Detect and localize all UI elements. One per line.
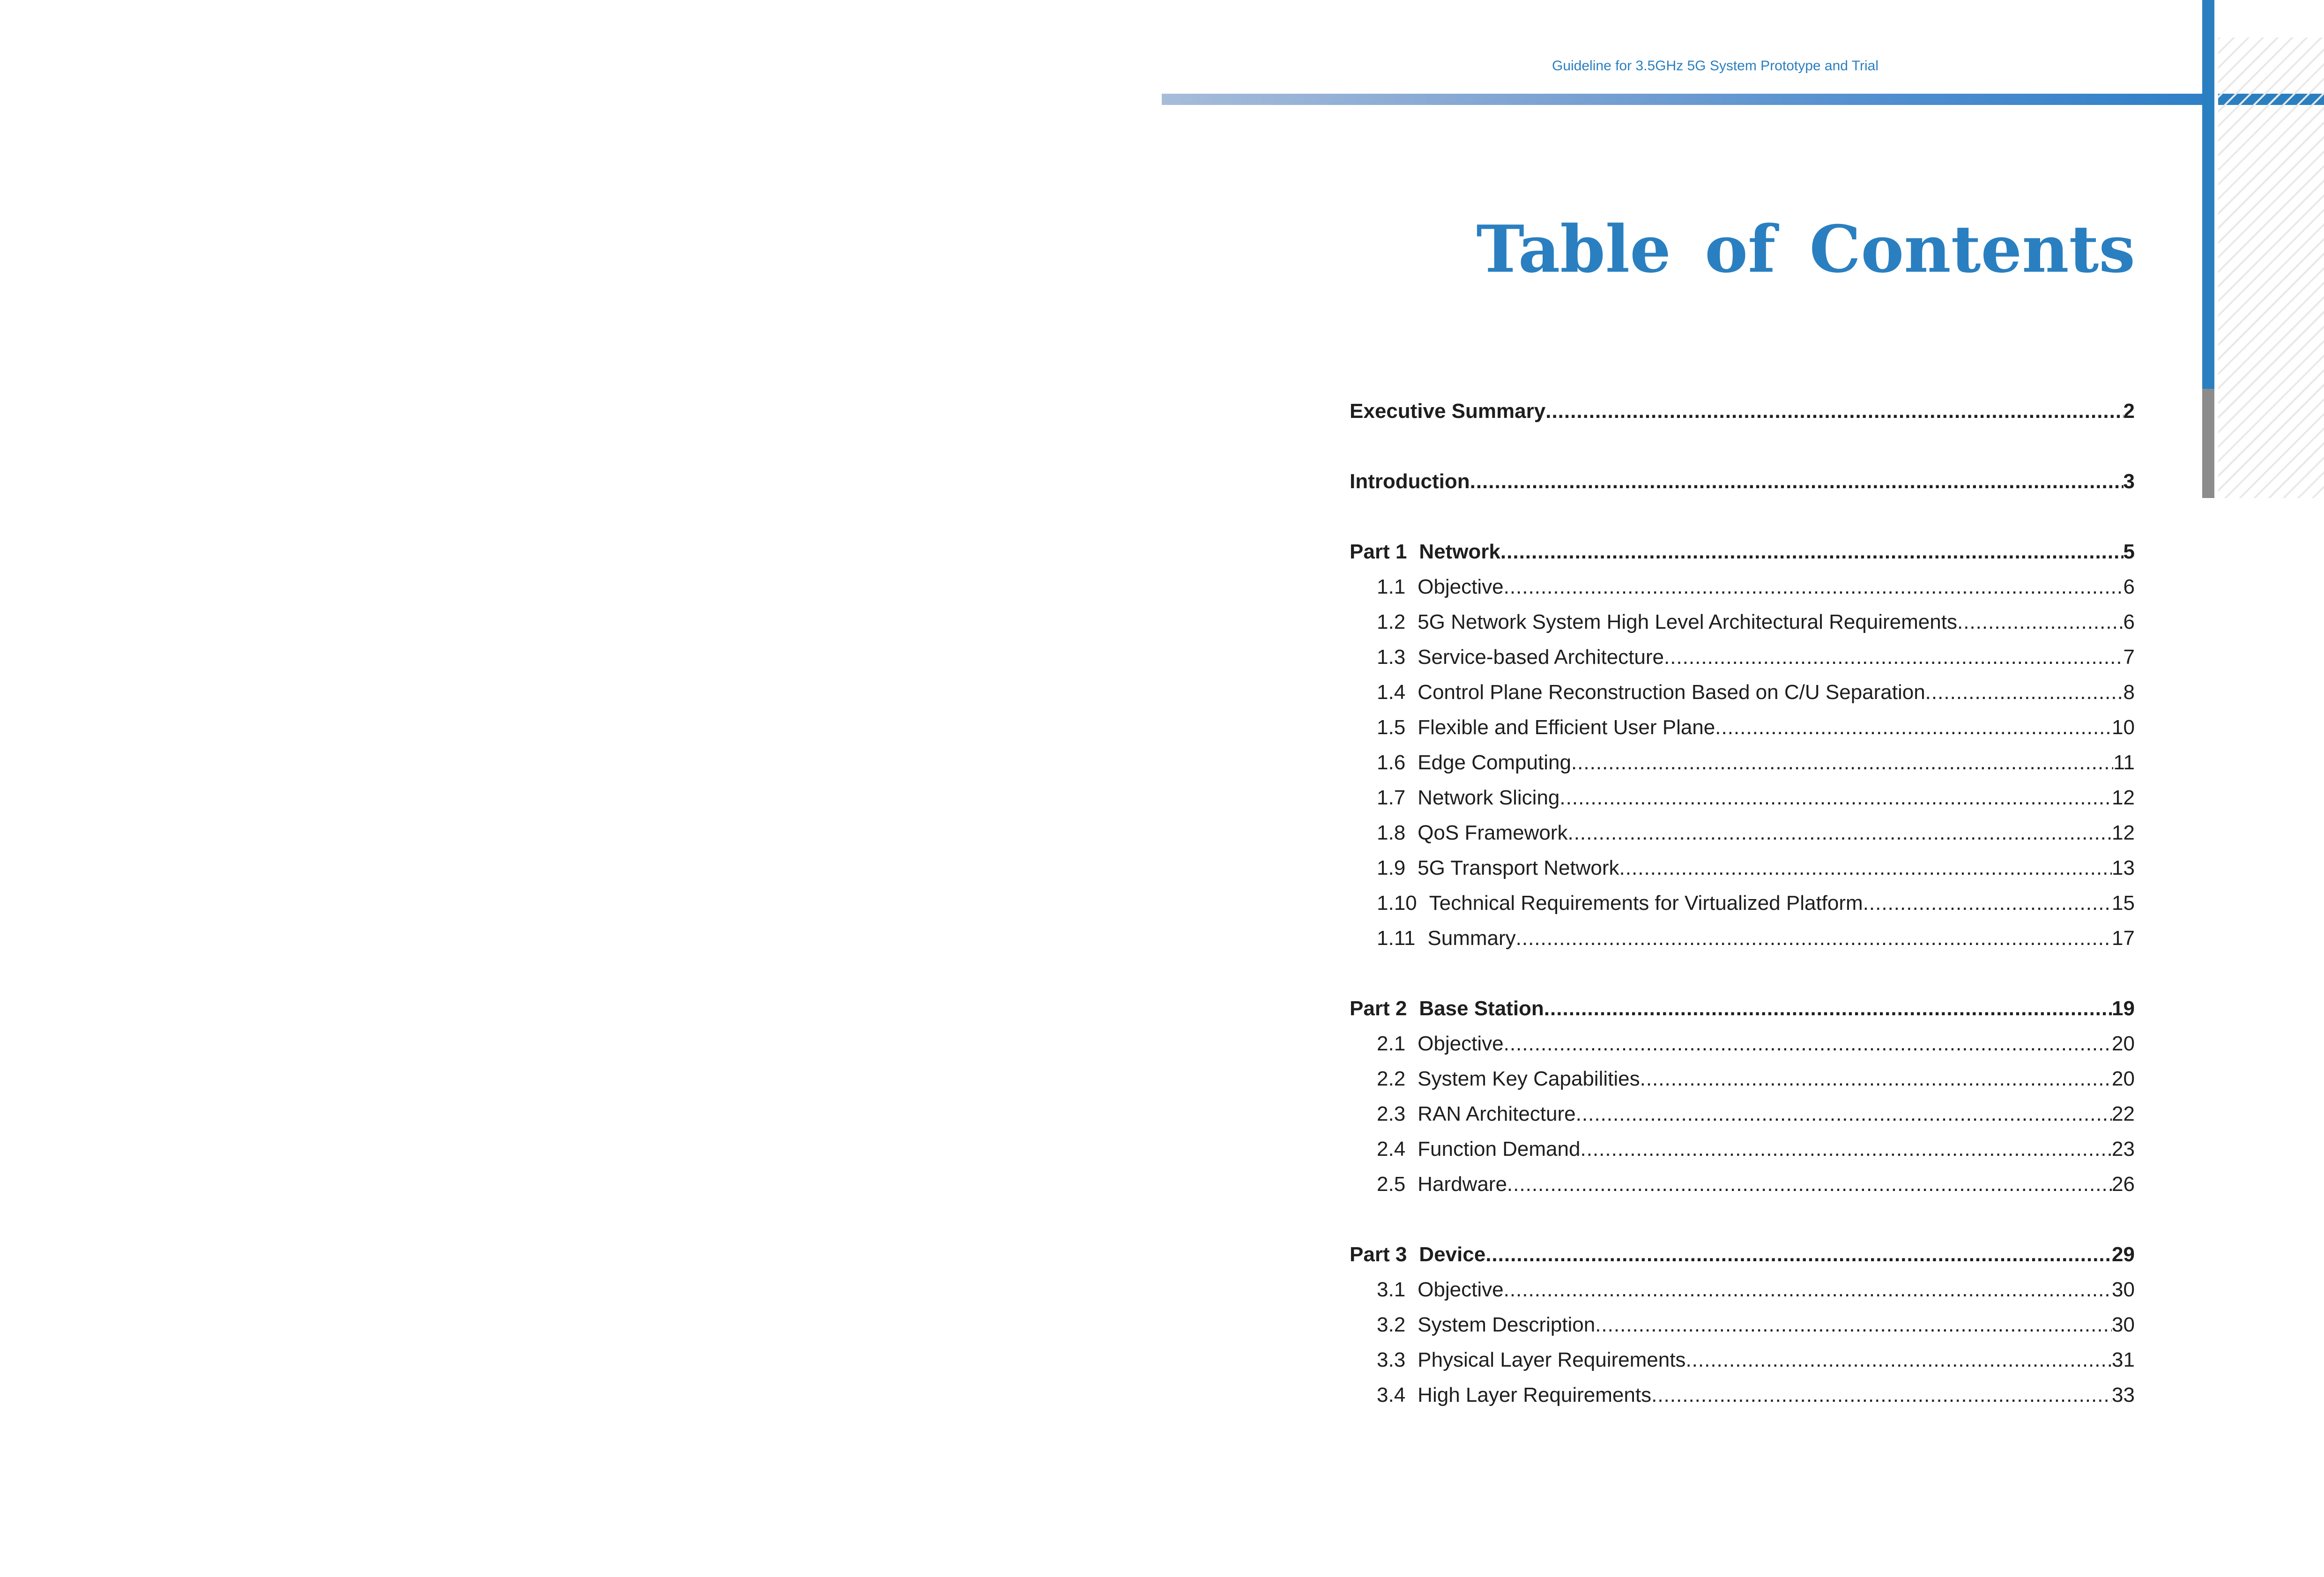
toc-page-number: 7 [2123,646,2135,669]
toc-page-number: 22 [2112,1102,2135,1125]
section-number: 1.6 [1377,751,1406,774]
toc-page-number: 17 [2112,927,2135,950]
section-number: 3.1 [1377,1278,1406,1301]
toc-page-number: 2 [2123,400,2135,423]
leader-dots [1664,640,2124,675]
toc-page-number: 3 [2123,470,2135,493]
toc-page-number: 19 [2112,997,2135,1020]
running-header: Guideline for 3.5GHz 5G System Prototype and Trial [1552,58,1879,74]
part-title: Device [1419,1243,1486,1266]
toc-entry-2-4[interactable] [1350,1131,2135,1167]
leader-dots [1957,604,2124,640]
toc-entry-1-5[interactable] [1350,710,2135,745]
leader-dots [1619,850,2112,885]
leader-dots [1500,534,2124,569]
section-title: RAN Architecture [1418,1102,1576,1125]
part-title: Base Station [1419,997,1544,1020]
leader-dots [1640,1061,2112,1096]
toc-page-number: 26 [2112,1173,2135,1196]
toc-page-number: 31 [2112,1348,2135,1371]
leader-dots [1715,710,2112,745]
part-number: Part 1 [1350,540,1407,563]
section-title: Objective [1418,1032,1504,1055]
section-title: Network Slicing [1418,786,1560,809]
leader-dots [1559,780,2112,815]
toc-entry-2-2[interactable] [1350,1061,2135,1096]
section-number: 1.5 [1377,716,1406,739]
section-title: Objective [1418,575,1504,598]
toc-part-1[interactable] [1350,534,2135,569]
toc-page-number: 13 [2112,856,2135,879]
toc-entry-2-1[interactable] [1350,1026,2135,1061]
toc-entry-introduction[interactable] [1350,464,2135,499]
toc-page-number: 5 [2123,540,2135,563]
section-number: 1.11 [1377,927,1416,950]
toc-entry-3-1[interactable] [1350,1272,2135,1307]
toc-page-number: 8 [2123,681,2135,704]
toc-entry-1-10[interactable] [1350,885,2135,921]
section-title: Technical Requirements for Virtualized Platform [1429,892,1863,915]
leader-dots [1545,394,2123,429]
toc-page-number: 23 [2112,1138,2135,1160]
table-of-contents [1350,394,2135,1413]
toc-entry-3-2[interactable] [1350,1307,2135,1342]
toc-entry-1-8[interactable] [1350,815,2135,850]
section-title: QoS Framework [1418,821,1568,844]
toc-page-number: 30 [2112,1313,2135,1336]
part-number: Part 3 [1350,1243,1407,1266]
section-title: Physical Layer Requirements [1418,1348,1686,1371]
toc-entry-3-4[interactable] [1350,1377,2135,1413]
section-title: Hardware [1418,1173,1507,1196]
toc-entry-1-1[interactable] [1350,569,2135,604]
toc-entry-2-5[interactable] [1350,1167,2135,1202]
leader-dots [1567,815,2112,850]
section-title: Function Demand [1418,1138,1581,1160]
section-number: 1.10 [1377,892,1417,915]
section-title: 5G Transport Network [1418,856,1619,879]
section-title: Edge Computing [1418,751,1571,774]
toc-part-2[interactable] [1350,991,2135,1026]
section-title: Control Plane Reconstruction Based on C/U Separation [1418,681,1925,704]
leader-dots [1863,885,2112,921]
decorative-hatch-panel [2218,37,2324,498]
leader-dots [1576,1096,2112,1131]
toc-entry-1-6[interactable] [1350,745,2135,780]
leader-dots [1504,569,2124,604]
leader-dots [1595,1307,2112,1342]
toc-entry-1-4[interactable] [1350,675,2135,710]
toc-entry-1-2[interactable] [1350,604,2135,640]
toc-entry-executive-summary[interactable] [1350,394,2135,429]
toc-entry-3-3[interactable] [1350,1342,2135,1377]
section-title: 5G Network System High Level Architectural Requirements [1418,610,1957,633]
toc-page-number: 6 [2123,610,2135,633]
toc-entry-1-7[interactable] [1350,780,2135,815]
part-number: Part 2 [1350,997,1407,1020]
section-title: Flexible and Efficient User Plane [1418,716,1715,739]
section-number: 1.9 [1377,856,1406,879]
section-number: 2.5 [1377,1173,1406,1196]
section-title: System Description [1418,1313,1596,1336]
leader-dots [1580,1131,2112,1167]
section-number: 1.3 [1377,646,1406,669]
section-number: 2.3 [1377,1102,1406,1125]
section-number: 2.1 [1377,1032,1406,1055]
toc-page-number: 33 [2112,1384,2135,1406]
section-title: Service-based Architecture [1418,646,1664,669]
toc-page-number: 10 [2112,716,2135,739]
header-rule [1162,94,2204,105]
leader-dots [1470,464,2124,499]
leader-dots [1507,1167,2112,1202]
toc-page-number: 29 [2112,1243,2135,1266]
toc-entry-label: Executive Summary [1350,400,1546,423]
toc-page-number: 15 [2112,892,2135,915]
leader-dots [1504,1026,2112,1061]
toc-page-number: 11 [2113,751,2135,774]
toc-entry-1-9[interactable] [1350,850,2135,885]
section-title: High Layer Requirements [1418,1384,1652,1406]
section-number: 2.2 [1377,1067,1406,1090]
section-number: 1.4 [1377,681,1406,704]
toc-page-number: 12 [2112,821,2135,844]
leader-dots [1571,745,2113,780]
toc-entry-2-3[interactable] [1350,1096,2135,1131]
leader-dots [1504,1272,2112,1307]
toc-entry-label: Introduction [1350,470,1470,493]
section-title: Objective [1418,1278,1504,1301]
section-number: 1.7 [1377,786,1406,809]
toc-page-number: 20 [2112,1067,2135,1090]
toc-entry-1-11[interactable] [1350,921,2135,956]
part-title: Network [1419,540,1500,563]
page-title: Table of Contents [1476,211,2135,287]
section-number: 1.2 [1377,610,1406,633]
vertical-accent-bar-gray [2202,389,2214,498]
toc-page-number: 6 [2123,575,2135,598]
section-number: 1.1 [1377,575,1406,598]
toc-page-number: 30 [2112,1278,2135,1301]
leader-dots [1516,921,2112,956]
leader-dots [1485,1237,2112,1272]
toc-page-number: 12 [2112,786,2135,809]
section-number: 2.4 [1377,1138,1406,1160]
leader-dots [1925,675,2124,710]
leader-dots [1651,1377,2112,1413]
section-title: Summary [1427,927,1516,950]
section-number: 1.8 [1377,821,1406,844]
section-number: 3.4 [1377,1384,1406,1406]
section-number: 3.3 [1377,1348,1406,1371]
vertical-accent-bar-blue [2202,0,2214,389]
toc-entry-1-3[interactable] [1350,640,2135,675]
toc-page-number: 20 [2112,1032,2135,1055]
leader-dots [1685,1342,2112,1377]
leader-dots [1544,991,2112,1026]
toc-part-3[interactable] [1350,1237,2135,1272]
section-title: System Key Capabilities [1418,1067,1640,1090]
section-number: 3.2 [1377,1313,1406,1336]
